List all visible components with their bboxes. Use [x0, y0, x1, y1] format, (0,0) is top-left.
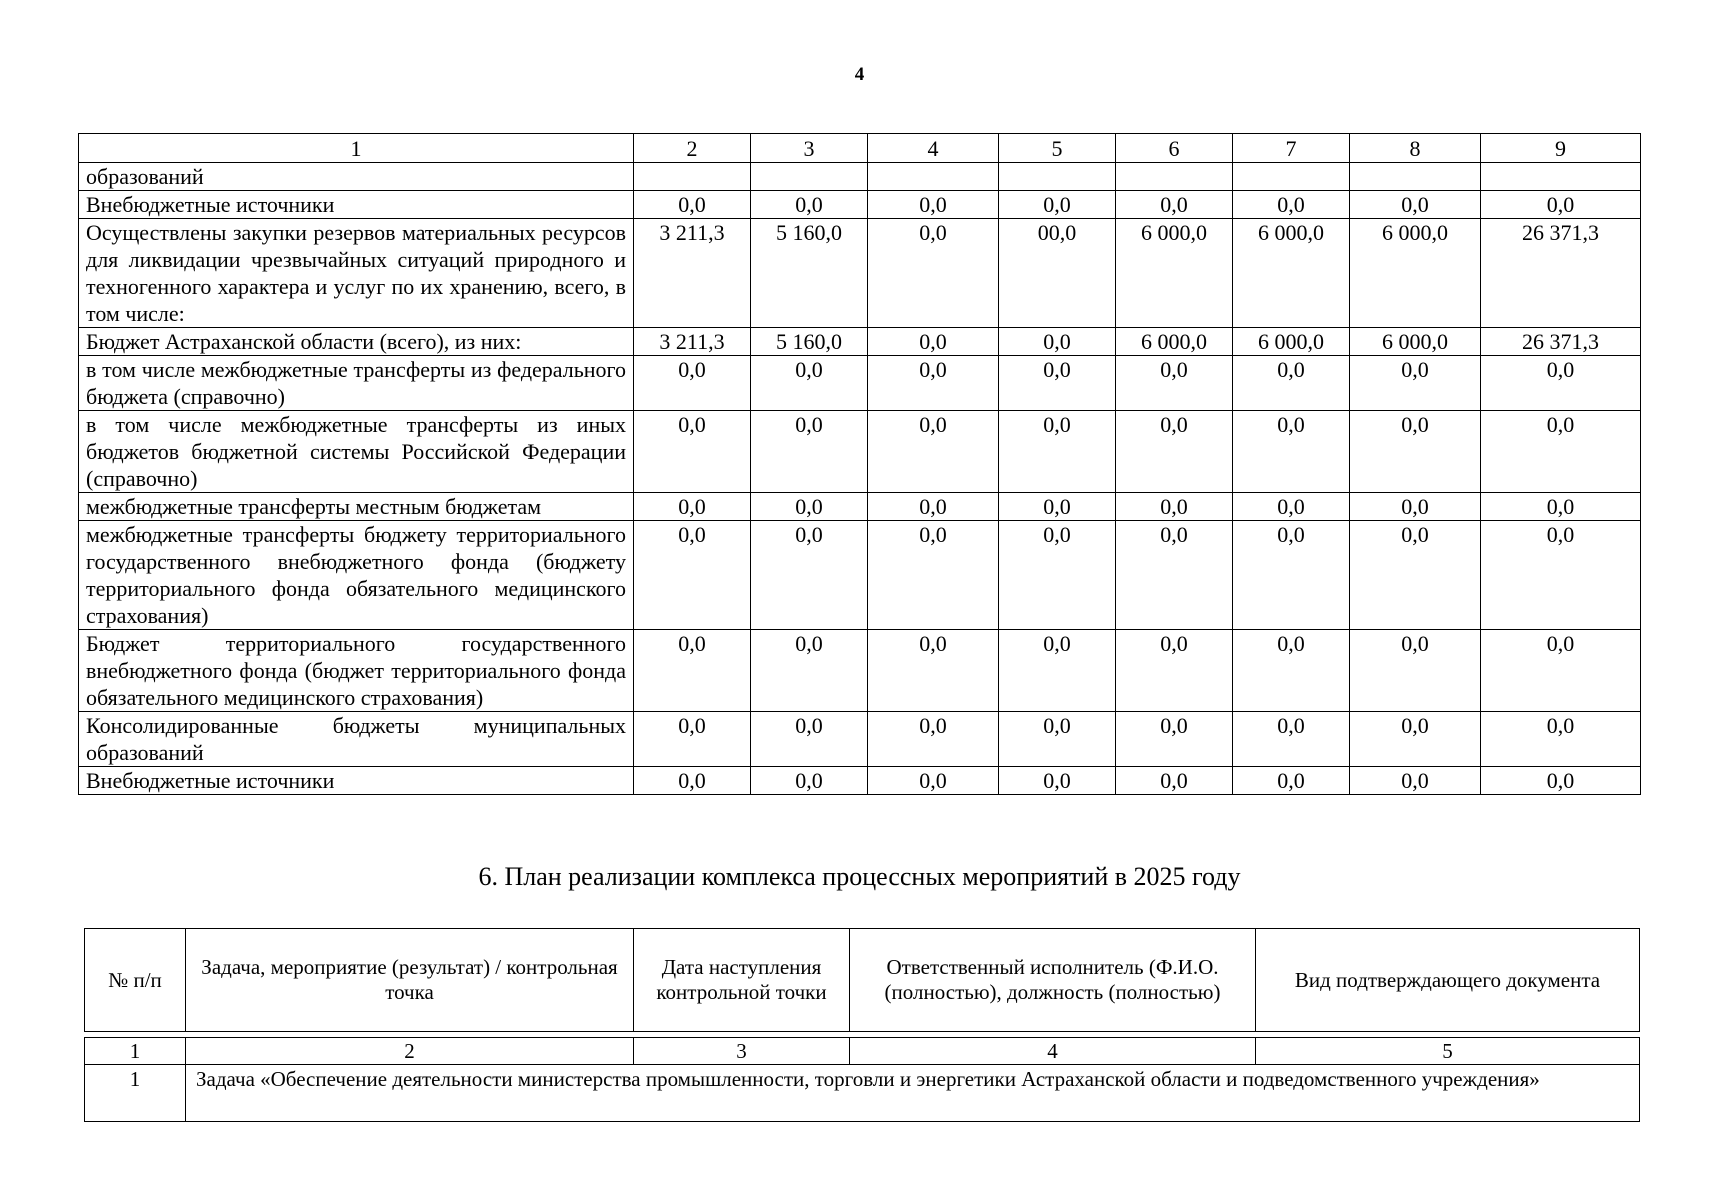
task-row: [85, 1065, 1640, 1122]
financing-table: [78, 133, 1641, 795]
value-cell: 0,0: [751, 191, 868, 219]
value-cell: 0,0: [1481, 630, 1641, 712]
value-cell: 0,0: [999, 356, 1116, 411]
value-cell: 0,0: [1481, 712, 1641, 767]
value-cell: 0,0: [1116, 767, 1233, 795]
column-number: 3: [751, 134, 868, 163]
value-cell: 0,0: [868, 712, 999, 767]
table-row: [79, 328, 1641, 356]
value-cell: [1116, 163, 1233, 191]
table-row: [79, 521, 1641, 630]
column-number: 7: [1233, 134, 1350, 163]
value-cell: 0,0: [1350, 767, 1481, 795]
row-label: Внебюджетные источники: [79, 767, 634, 795]
value-cell: 0,0: [1116, 493, 1233, 521]
column-number: 5: [999, 134, 1116, 163]
value-cell: 26 371,3: [1481, 328, 1641, 356]
header-responsible: Ответственный исполнитель (Ф.И.О. (полностью), должность (полностью): [850, 929, 1256, 1032]
value-cell: 0,0: [1116, 191, 1233, 219]
value-cell: 0,0: [999, 191, 1116, 219]
value-cell: 0,0: [999, 411, 1116, 493]
column-number: 2: [186, 1038, 634, 1065]
value-cell: 5 160,0: [751, 219, 868, 328]
value-cell: 6 000,0: [1350, 219, 1481, 328]
value-cell: 0,0: [1481, 767, 1641, 795]
value-cell: 0,0: [999, 521, 1116, 630]
value-cell: 0,0: [1481, 356, 1641, 411]
value-cell: 0,0: [634, 411, 751, 493]
value-cell: 0,0: [751, 356, 868, 411]
value-cell: 0,0: [1350, 356, 1481, 411]
task-number: 1: [85, 1065, 186, 1122]
value-cell: 0,0: [1350, 191, 1481, 219]
value-cell: 0,0: [868, 630, 999, 712]
header-document-type: Вид подтверждающего документа: [1256, 929, 1640, 1032]
value-cell: 0,0: [868, 767, 999, 795]
column-number: 2: [634, 134, 751, 163]
column-number: 1: [79, 134, 634, 163]
value-cell: 6 000,0: [1350, 328, 1481, 356]
value-cell: 3 211,3: [634, 219, 751, 328]
value-cell: [634, 163, 751, 191]
column-number-row: [85, 1038, 1640, 1065]
table-row: [79, 191, 1641, 219]
value-cell: [751, 163, 868, 191]
table-row: [79, 356, 1641, 411]
value-cell: [999, 163, 1116, 191]
header-number: № п/п: [85, 929, 186, 1032]
value-cell: 0,0: [1350, 712, 1481, 767]
column-number: 4: [850, 1038, 1256, 1065]
task-text: Задача «Обеспечение деятельности министерства промышленности, торговли и энергетики Астраханской области и подведомственного учреждения»: [186, 1065, 1640, 1122]
table-row: [79, 493, 1641, 521]
column-number: 8: [1350, 134, 1481, 163]
row-label: межбюджетные трансферты бюджету территориального государственного внебюджетного фонда (бюджету территориального фонда обязательного медицинского страхования): [79, 521, 634, 630]
value-cell: 0,0: [1116, 411, 1233, 493]
value-cell: 0,0: [634, 712, 751, 767]
value-cell: 0,0: [751, 712, 868, 767]
row-label: межбюджетные трансферты местным бюджетам: [79, 493, 634, 521]
value-cell: 0,0: [1350, 630, 1481, 712]
table-row: [79, 767, 1641, 795]
value-cell: 0,0: [868, 219, 999, 328]
financing-header-row: [79, 134, 1641, 163]
row-label: в том числе межбюджетные трансферты из иных бюджетов бюджетной системы Российской Федерации (справочно): [79, 411, 634, 493]
value-cell: 0,0: [1233, 521, 1350, 630]
value-cell: 3 211,3: [634, 328, 751, 356]
value-cell: 0,0: [999, 493, 1116, 521]
value-cell: 0,0: [1481, 493, 1641, 521]
value-cell: 6 000,0: [1116, 219, 1233, 328]
value-cell: 0,0: [1481, 521, 1641, 630]
value-cell: 0,0: [634, 356, 751, 411]
value-cell: 0,0: [868, 191, 999, 219]
column-number: 9: [1481, 134, 1641, 163]
column-number: 1: [85, 1038, 186, 1065]
value-cell: 6 000,0: [1233, 328, 1350, 356]
value-cell: 00,0: [999, 219, 1116, 328]
value-cell: 0,0: [634, 493, 751, 521]
value-cell: 5 160,0: [751, 328, 868, 356]
value-cell: 0,0: [999, 328, 1116, 356]
value-cell: [1350, 163, 1481, 191]
row-label: в том числе межбюджетные трансферты из федерального бюджета (справочно): [79, 356, 634, 411]
value-cell: 0,0: [1233, 630, 1350, 712]
value-cell: 0,0: [751, 493, 868, 521]
row-label: Осуществлены закупки резервов материальных ресурсов для ликвидации чрезвычайных ситуаций природного и техногенного характера и услуг по их хранению, всего, в том числе:: [79, 219, 634, 328]
value-cell: 0,0: [999, 767, 1116, 795]
value-cell: 0,0: [1233, 411, 1350, 493]
value-cell: 0,0: [634, 767, 751, 795]
value-cell: 0,0: [634, 521, 751, 630]
row-label: образований: [79, 163, 634, 191]
value-cell: 0,0: [1233, 767, 1350, 795]
plan-table: [84, 1037, 1640, 1122]
value-cell: 0,0: [751, 630, 868, 712]
value-cell: 6 000,0: [1116, 328, 1233, 356]
value-cell: 0,0: [1350, 411, 1481, 493]
value-cell: 0,0: [868, 356, 999, 411]
value-cell: 0,0: [751, 521, 868, 630]
table-row: [79, 219, 1641, 328]
row-label: Бюджет Астраханской области (всего), из них:: [79, 328, 634, 356]
table-row: [79, 163, 1641, 191]
value-cell: 0,0: [1116, 630, 1233, 712]
value-cell: 0,0: [868, 328, 999, 356]
table-row: [79, 630, 1641, 712]
value-cell: 0,0: [751, 411, 868, 493]
table-row: [79, 712, 1641, 767]
value-cell: 0,0: [1116, 712, 1233, 767]
value-cell: 0,0: [634, 191, 751, 219]
value-cell: [868, 163, 999, 191]
value-cell: 0,0: [1350, 521, 1481, 630]
row-label: Внебюджетные источники: [79, 191, 634, 219]
row-label: Бюджет территориального государственного внебюджетного фонда (бюджет территориального фонда обязательного медицинского страхования): [79, 630, 634, 712]
header-task: Задача, мероприятие (результат) / контрольная точка: [186, 929, 634, 1032]
header-date: Дата наступления контрольной точки: [634, 929, 850, 1032]
value-cell: 0,0: [1233, 191, 1350, 219]
value-cell: 0,0: [868, 493, 999, 521]
value-cell: 0,0: [634, 630, 751, 712]
value-cell: 26 371,3: [1481, 219, 1641, 328]
row-label: Консолидированные бюджеты муниципальных образований: [79, 712, 634, 767]
column-number: 6: [1116, 134, 1233, 163]
value-cell: 0,0: [1481, 411, 1641, 493]
value-cell: 0,0: [751, 767, 868, 795]
value-cell: 6 000,0: [1233, 219, 1350, 328]
value-cell: 0,0: [868, 411, 999, 493]
value-cell: 0,0: [1233, 493, 1350, 521]
column-number: 4: [868, 134, 999, 163]
value-cell: 0,0: [999, 630, 1116, 712]
plan-table-header: [84, 928, 1640, 1032]
value-cell: [1233, 163, 1350, 191]
value-cell: 0,0: [1481, 191, 1641, 219]
value-cell: 0,0: [1233, 712, 1350, 767]
value-cell: 0,0: [868, 521, 999, 630]
value-cell: 0,0: [1116, 521, 1233, 630]
column-number: 5: [1256, 1038, 1640, 1065]
value-cell: 0,0: [1233, 356, 1350, 411]
value-cell: 0,0: [1350, 493, 1481, 521]
section-title: 6. План реализации комплекса процессных мероприятий в 2025 году: [478, 862, 1241, 891]
value-cell: [1481, 163, 1641, 191]
table-row: [79, 411, 1641, 493]
value-cell: 0,0: [999, 712, 1116, 767]
page-number: 4: [854, 64, 865, 85]
value-cell: 0,0: [1116, 356, 1233, 411]
column-number: 3: [634, 1038, 850, 1065]
